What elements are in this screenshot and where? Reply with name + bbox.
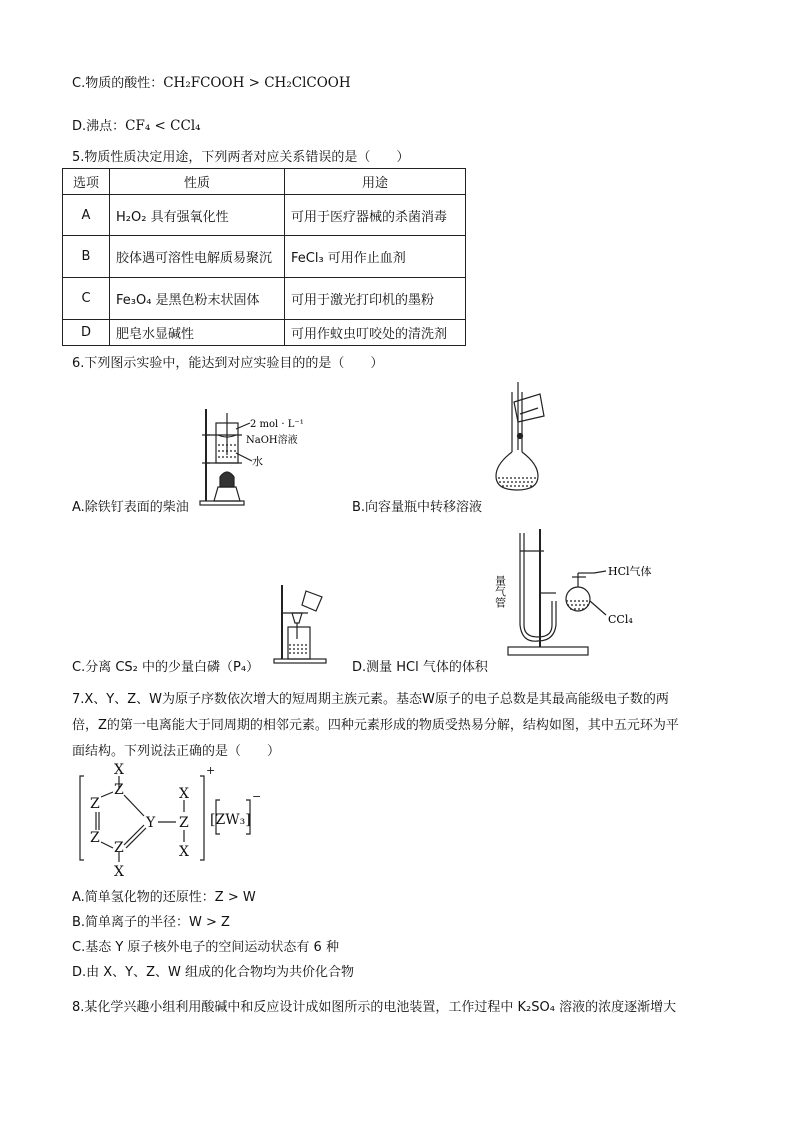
header-use: 用途 (285, 169, 466, 195)
z-atom: Z (114, 840, 124, 856)
x-atom: X (179, 786, 189, 802)
apparatus-b-volumetric-flask (490, 380, 570, 495)
row-property: Fe₃O₄ 是黑色粉末状固体 (110, 278, 285, 320)
hcl-gas-label: HCl气体 (608, 565, 652, 578)
anion-formula: [ZW₃] (210, 812, 251, 828)
apparatus-d-gas-measurement (494, 525, 674, 665)
apparatus-d-caption: D.测量 HCl 气体的体积 (352, 660, 488, 675)
table-header-row (63, 169, 466, 195)
option-d-label: D.沸点： (72, 119, 126, 134)
apparatus-a-caption: A.除铁钉表面的柴油 (72, 500, 189, 515)
header-option: 选项 (63, 169, 110, 195)
ccl4-label: CCl₄ (608, 613, 633, 626)
z-atom: Z (114, 782, 124, 798)
q5-table (62, 168, 466, 346)
q4-option-d (72, 115, 201, 134)
q4-option-c (72, 72, 351, 91)
table-row (63, 236, 466, 278)
cation-charge: + (206, 764, 216, 777)
row-use: FeCl₃ 可用作止血剂 (285, 236, 466, 278)
apparatus-b-caption: B.向容量瓶中转移溶液 (352, 500, 483, 515)
z-atom: Z (179, 815, 189, 831)
row-property: H₂O₂ 具有强氧化性 (110, 195, 285, 236)
q6-stem: 6.下列图示实验中，能达到对应实验目的的是（ ） (72, 356, 384, 371)
table-row (63, 278, 466, 320)
option-c-label: C.物质的酸性： (72, 76, 164, 91)
naoh-concentration-label: 2 mol · L⁻¹ (250, 419, 304, 430)
apparatus-a-heating-setup (196, 405, 346, 510)
row-property: 胶体遇可溶性电解质易聚沉 (110, 236, 285, 278)
x-atom: X (114, 864, 124, 880)
x-atom: X (114, 762, 124, 778)
z-atom: Z (90, 830, 100, 846)
apparatus-c-caption: C.分离 CS₂ 中的少量白磷（P₄） (72, 660, 260, 675)
option-d-formula: CF₄ < CCl₄ (125, 118, 201, 134)
row-use: 可用作蚊虫叮咬处的清洗剂 (285, 320, 466, 346)
q7-stem-line1: 7.X、Y、Z、W为原子序数依次增大的短周期主族元素。基态W原子的电子总数是其最高能级电子数的两 (72, 692, 669, 707)
q7-structure-diagram (76, 762, 276, 882)
header-property: 性质 (110, 169, 285, 195)
anion-charge: − (252, 790, 262, 803)
table-row (63, 195, 466, 236)
row-option: C (63, 278, 110, 320)
gas-tube-label: 量气管 (493, 575, 507, 608)
q8-stem: 8.某化学兴趣小组利用酸碱中和反应设计成如图所示的电池装置，工作过程中 K₂SO₄ 溶液的浓度逐渐增大 (72, 1000, 677, 1015)
x-atom: X (179, 844, 189, 860)
row-option: B (63, 236, 110, 278)
option-c-formula: CH₂FCOOH > CH₂ClCOOH (163, 75, 351, 91)
q5-stem: 5.物质性质决定用途，下列两者对应关系错误的是（ ） (72, 150, 410, 165)
y-atom: Y (146, 815, 156, 831)
q7-option-c: C.基态 Y 原子核外电子的空间运动状态有 6 种 (72, 940, 339, 955)
table-row (63, 320, 466, 346)
q7-option-a: A.简单氢化物的还原性：Z > W (72, 890, 256, 905)
apparatus-c-filtration (272, 583, 332, 665)
q7-stem-line2: 倍，Z的第一电离能大于同周期的相邻元素。四种元素形成的物质受热易分解，结构如图，其中五元环为平 (72, 718, 679, 733)
row-property: 肥皂水显碱性 (110, 320, 285, 346)
row-use: 可用于激光打印机的墨粉 (285, 278, 466, 320)
z-atom: Z (90, 796, 100, 812)
naoh-solution-label: NaOH溶液 (246, 435, 298, 446)
water-label: 水 (252, 455, 263, 468)
row-use: 可用于医疗器械的杀菌消毒 (285, 195, 466, 236)
row-option: A (63, 195, 110, 236)
q7-stem-line3: 面结构。下列说法正确的是（ ） (72, 744, 281, 759)
q7-option-d: D.由 X、Y、Z、W 组成的化合物均为共价化合物 (72, 965, 355, 980)
q7-option-b: B.简单离子的半径：W > Z (72, 915, 230, 930)
row-option: D (63, 320, 110, 346)
